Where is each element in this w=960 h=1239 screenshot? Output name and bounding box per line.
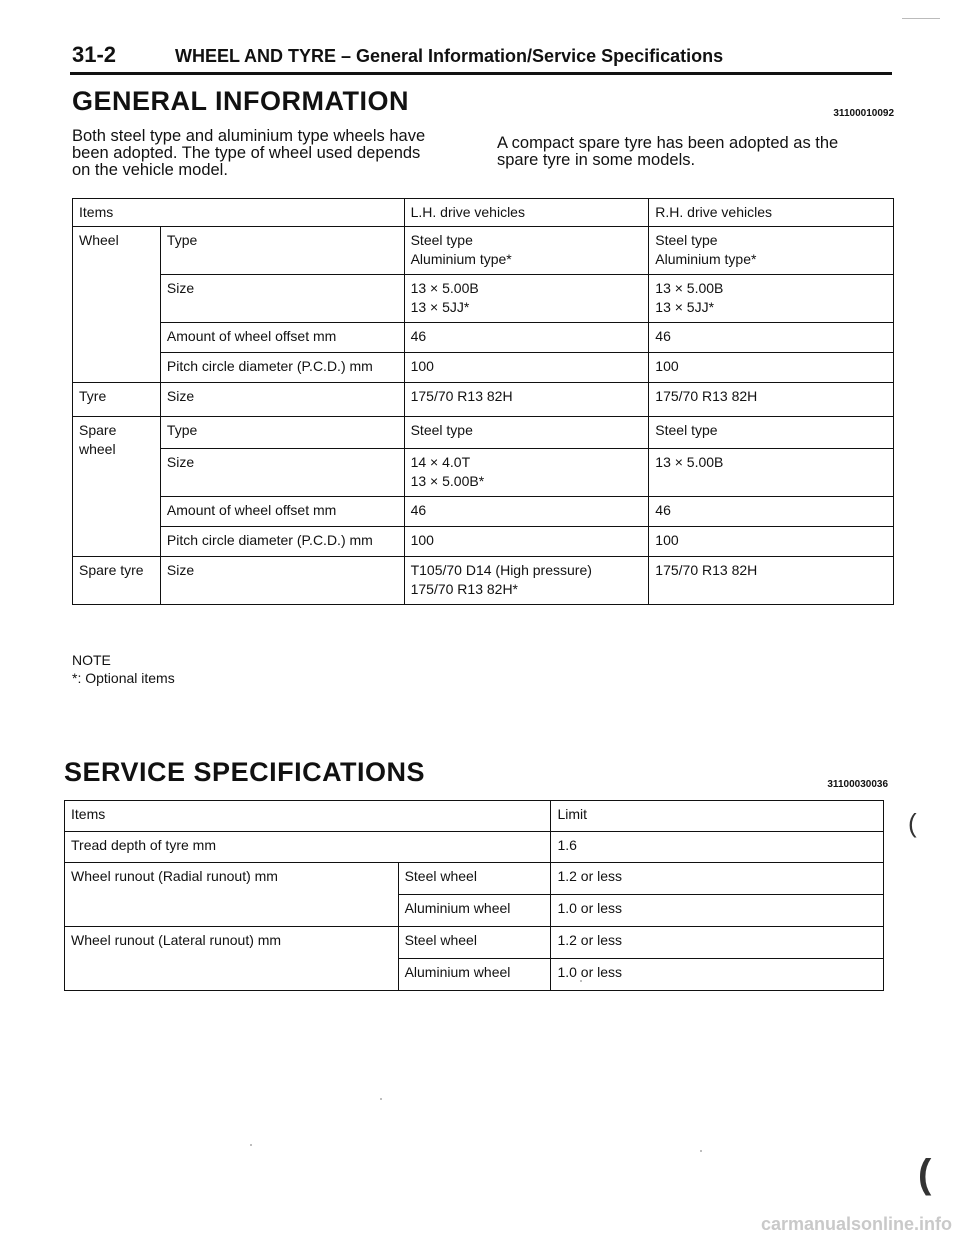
table-row — [73, 527, 894, 557]
cell-rh: Steel type — [649, 417, 894, 449]
table-row — [73, 227, 894, 275]
table-row — [73, 557, 894, 605]
cell-limit: 1.2 or less — [551, 927, 884, 959]
para-left-line: Both steel type and aluminium type wheels have — [72, 127, 426, 145]
row-label: Size — [160, 557, 404, 605]
row-label: Pitch circle diameter (P.C.D.) mm — [160, 527, 404, 557]
row-label: Size — [160, 383, 404, 417]
cell-lh: T105/70 D14 (High pressure) 175/70 R13 82H* — [404, 557, 649, 605]
cell-rh: 100 — [649, 353, 894, 383]
table-row — [73, 383, 894, 417]
section-title: WHEEL AND TYRE – General Information/Service Specifications — [175, 46, 724, 66]
scan-speck — [250, 1144, 252, 1146]
cell-lh: 175/70 R13 82H — [404, 383, 649, 417]
page-number: 31-2 — [72, 42, 117, 67]
cell-lh: Steel type Aluminium type* — [404, 227, 649, 275]
col-header-rh: R.H. drive vehicles — [649, 199, 894, 227]
para-left-line: been adopted. The type of wheel used depends — [72, 144, 421, 162]
cell-lh: 14 × 4.0T 13 × 5.00B* — [404, 449, 649, 497]
group-wheel: Wheel — [73, 227, 161, 383]
cell-wheel-type: Steel wheel — [398, 863, 551, 895]
cell-lh: 13 × 5.00B 13 × 5JJ* — [404, 275, 649, 323]
row-label: Tread depth of tyre mm — [65, 832, 551, 863]
general-info-code: 31100010092 — [833, 108, 894, 119]
table-row — [65, 832, 884, 863]
service-spec-heading: SERVICE SPECIFICATIONS — [64, 757, 426, 787]
cell-wheel-type: Aluminium wheel — [398, 895, 551, 927]
cell-limit: 1.2 or less — [551, 863, 884, 895]
col-header-limit: Limit — [551, 801, 884, 832]
row-label: Amount of wheel offset mm — [160, 497, 404, 527]
row-label: Amount of wheel offset mm — [160, 323, 404, 353]
table-row — [73, 323, 894, 353]
scan-speck — [580, 980, 582, 982]
col-header-lh: L.H. drive vehicles — [404, 199, 649, 227]
table-row — [65, 927, 884, 959]
group-spare-tyre: Spare tyre — [73, 557, 161, 605]
cell-rh: 175/70 R13 82H — [649, 383, 894, 417]
note-text: *: Optional items — [72, 670, 175, 686]
row-label: Size — [160, 449, 404, 497]
cell-rh: 46 — [649, 323, 894, 353]
cell-limit: 1.0 or less — [551, 959, 884, 991]
col-header-items: Items — [73, 199, 405, 227]
header-rule — [70, 72, 892, 75]
table-header-row — [73, 199, 894, 227]
scan-speck — [700, 1150, 702, 1152]
cell-rh: 46 — [649, 497, 894, 527]
cell-lh: 100 — [404, 353, 649, 383]
cell-limit: 1.0 or less — [551, 895, 884, 927]
cell-lh: 46 — [404, 323, 649, 353]
scan-mark: ( — [908, 808, 917, 838]
cell-wheel-type: Aluminium wheel — [398, 959, 551, 991]
footer-watermark: carmanualsonline.info — [760, 1214, 952, 1234]
table-header-row — [65, 801, 884, 832]
cell-wheel-type: Steel wheel — [398, 927, 551, 959]
group-spare-wheel: Spare wheel — [73, 417, 161, 557]
cell-lh: 46 — [404, 497, 649, 527]
table-row — [65, 863, 884, 895]
cell-lh: 100 — [404, 527, 649, 557]
row-label: Wheel runout (Radial runout) mm — [65, 863, 399, 927]
table-row — [73, 417, 894, 449]
row-label: Wheel runout (Lateral runout) mm — [65, 927, 399, 991]
col-header-items: Items — [65, 801, 551, 832]
cell-rh: 175/70 R13 82H — [649, 557, 894, 605]
table-row — [73, 449, 894, 497]
scan-speck — [380, 1098, 382, 1100]
general-info-heading: GENERAL INFORMATION — [72, 86, 409, 116]
service-spec-table — [64, 800, 884, 991]
general-para-right — [497, 135, 897, 169]
cell-rh: 100 — [649, 527, 894, 557]
cell-rh: Steel type Aluminium type* — [649, 227, 894, 275]
cell-lh: Steel type — [404, 417, 649, 449]
note-title: NOTE — [72, 652, 111, 668]
top-edge-mark — [902, 18, 940, 19]
para-right-line: A compact spare tyre has been adopted as the — [497, 134, 839, 152]
cell-limit: 1.6 — [551, 832, 884, 863]
table-row — [73, 353, 894, 383]
row-label: Size — [160, 275, 404, 323]
para-right-line: spare tyre in some models. — [497, 151, 696, 169]
general-para-left — [72, 128, 472, 179]
service-spec-code: 31100030036 — [827, 779, 888, 790]
table-row — [73, 275, 894, 323]
cell-rh: 13 × 5.00B — [649, 449, 894, 497]
row-label: Pitch circle diameter (P.C.D.) mm — [160, 353, 404, 383]
scan-mark: ( — [918, 1152, 932, 1196]
para-left-line: on the vehicle model. — [72, 161, 228, 179]
group-tyre: Tyre — [73, 383, 161, 417]
cell-rh: 13 × 5.00B 13 × 5JJ* — [649, 275, 894, 323]
table-row — [73, 497, 894, 527]
row-label: Type — [160, 417, 404, 449]
general-info-table — [72, 198, 894, 605]
row-label: Type — [160, 227, 404, 275]
note — [72, 651, 175, 687]
